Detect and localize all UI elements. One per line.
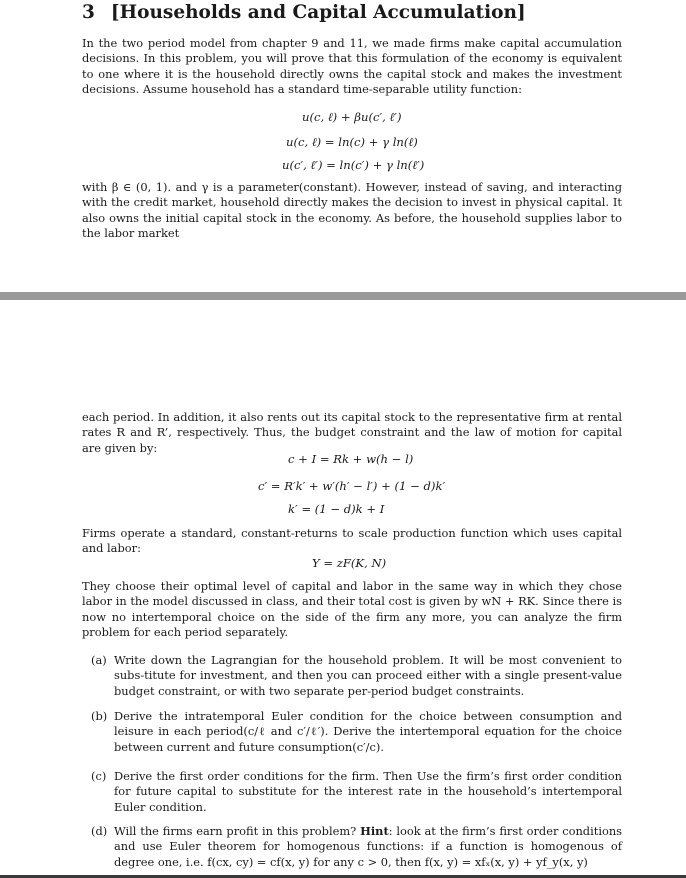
section-title: [Households and Capital Accumulation] — [110, 2, 526, 23]
section-number: 3 — [82, 2, 95, 23]
question-item-a — [91, 653, 622, 699]
question-item-d — [91, 824, 622, 870]
section-heading — [82, 2, 526, 23]
firm-paragraph-2: They choose their optimal level of capital and labor in the same way in which they chose labor in the model discussed in class, and their total cost is given by wN + RK. Since there is now no intertemporal choice on the side of the firm any more, you can analyze the firm problem for each period separately. — [82, 579, 622, 639]
item-text: Derive the first order conditions for the firm. Then Use the firm’s first order condition for future capital to substitute for the interest rate in the household’s intertemporal Euler condition. — [114, 769, 622, 814]
question-item-c — [91, 769, 622, 815]
page-divider — [0, 292, 686, 300]
item-label: (c) — [91, 769, 107, 783]
intro-paragraph: In the two period model from chapter 9 and 11, we made firms make capital accumulation decisions. In this problem, you will prove that this formulation of the economy is equivalent to one where it is the household directly owns the capital stock and makes the investment decisions. Assume household has a standard time-separable utility function: — [82, 36, 622, 96]
paragraph-after-utility: with β ∈ (0, 1). and γ is a parameter(constant). However, instead of saving, and interacting with the credit market, household directly makes the decision to invest in physical capital. It also owns the initial capital stock in the economy. As before, the household supplies labor to the labor market — [82, 180, 622, 240]
page-one: 3 [Households and Capital Accumulation] In the two period model from chapter 9 and 11, we made firms make capital accumulation decisions. In this problem, you will prove that this formulation of the economy is equivalent to one where it is the household directly owns the capital stock and makes the investment decisions. Assume household has a standard time-separable utility function: u(c, ℓ) + βu(c′, ℓ′) u(c, ℓ) = ln(c) + γ ln(ℓ) u(c′, ℓ′) = ln(c′) + γ ln(ℓ′) with β ∈ (0, 1). and γ is a parameter(constant). However, instead of saving, and interacting with the credit market, household directly makes the decision to invest in physical capital. It also owns the initial capital stock in the economy. As before, the household supplies labor to the labor market — [0, 0, 686, 292]
item-text: Derive the intratemporal Euler condition for the choice between consumption and leisure in each period(c/ℓ and c′/ℓ′). Derive the intertemporal equation for the choice between current and future consumption(c′/c). — [114, 709, 622, 754]
item-text: Write down the Lagrangian for the household problem. It will be most convenient to subs-titute for investment, and then you can proceed either with a single present-value budget constraint, or with two separate per-period budget constraints. — [114, 653, 622, 698]
continued-paragraph: each period. In addition, it also rents out its capital stock to the representative firm at rental rates R and R’, respectively. Thus, the budget constraint and the law of motion for capital are given by: — [82, 410, 622, 455]
item-text: Will the firms earn profit in this problem? Hint: look at the firm’s first order conditions and use Euler theorem for homogenous functions: if a function is homogenous of degree one, i.e. f(cx, cy) = cf(x, y) for any c > 0, then f(x, y) = xfₓ(x, y) + yf_y(x, y) — [114, 824, 622, 869]
item-label: (a) — [91, 653, 107, 667]
item-label: (d) — [91, 824, 108, 838]
page-two: each period. In addition, it also rents out its capital stock to the representative firm at rental rates R and R’, respectively. Thus, the budget constraint and the law of motion for capital are given by: c + I = Rk + w(h − l) c′ = R′k′ + w′(h′ − l′) + (1 − d)k′ k′ = (1 − d)k + I Firms operate a standard, constant-returns to scale production function which uses capital and labor: Y = zF(K, N) They choose their optimal level of capital and labor in the same way in which they chose labor in the model discussed in class, and their total cost is given by wN + RK. Since there is now no intertemporal choice on the side of the firm any more, you can analyze the firm problem for each period separately. (a) Write down the Lagrangian for the household problem. It will be most convenient to subs-titute for investment, and then you can proceed either with a single present-value budget constraint, or with two separate per-period budget constraints. (b) Derive the intratemporal Euler condition for the choice between consumption and leisure in each period(c/ℓ and c′/ℓ′). Derive the intertemporal equation for the choice between current and future consumption(c′/c). (c) Derive the first order conditions for the firm. Then Use the firm’s first order condition for future capital to substitute for the interest rate in the household’s intertemporal Euler condition. (d) Will the firms earn profit in this problem? Hint: look at the firm’s first order conditions and use Euler theorem for homogenous functions: if a function is homogenous of degree one, i.e. f(cx, cy) = cf(x, y) for any c > 0, then f(x, y) = xfₓ(x, y) + yf_y(x, y) — [0, 300, 686, 878]
item-label: (b) — [91, 709, 108, 723]
hint-label: Hint — [360, 824, 389, 838]
question-item-b — [91, 709, 622, 755]
firm-paragraph: Firms operate a standard, constant-returns to scale production function which uses capital and labor: — [82, 526, 622, 556]
